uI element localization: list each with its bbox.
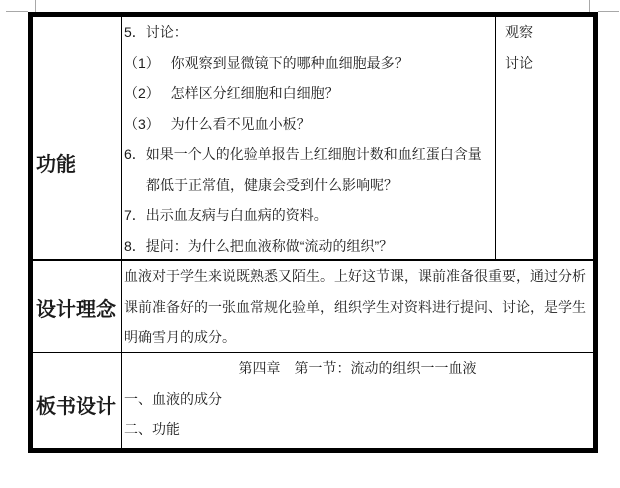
activity-line: （1） 你观察到显微镜下的哪种血细胞最多？ [124,54,409,71]
activity-line: 8．提问：为什么把血液称做“流动的组织”？ [124,237,394,254]
board-design-cell[interactable] [122,353,593,448]
design-concept-line: 血液对于学生来说既熟悉又陌生。上好这节课，课前准备很重要，通过分析 [124,268,586,284]
row-header-function[interactable] [33,17,122,259]
design-concept-cell[interactable] [122,261,593,352]
table-row-function [33,17,593,261]
row-header-design-concept[interactable] [33,261,122,352]
board-design-title-line: 第四章 第一节：流动的组织一一血液 [238,360,477,376]
board-design-line: 二、功能 [124,421,180,438]
activity-line: 5．讨论： [124,24,188,40]
gridline-mark-top-right-horizontal [598,11,619,12]
lesson-plan-table [28,12,598,453]
board-design-line: 一、血液的成分 [124,390,222,407]
gridline-mark-top-left-vertical [35,0,36,12]
gridline-mark-top-left-horizontal [6,11,28,12]
activity-line: （3） 为什么看不见血小板？ [124,115,311,132]
activity-line: 7．出示血友病与白血病的资料。 [124,207,328,223]
row-header-function-label: 功能 [36,154,76,176]
activity-line-continuation: 都低于正常值，健康会受到什么影响呢？ [146,176,398,193]
activity-line: 6．如果一个人的化验单报告上红细胞计数和血红蛋白含量 [124,146,482,162]
function-activities-cell[interactable] [122,17,496,259]
row-header-board-design[interactable] [33,353,122,448]
table-row-design-concept [33,261,593,353]
method-line: 观察 [505,24,533,40]
activity-line: （2） 怎样区分红细胞和白细胞？ [124,85,339,101]
gridline-mark-top-right-vertical [589,0,590,12]
method-line: 讨论 [505,54,533,71]
design-concept-line: 明确雪月的成分。 [124,329,236,346]
row-header-design-concept-label: 设计理念 [36,299,116,321]
row-header-board-design-label: 板书设计 [36,396,116,418]
function-methods-cell[interactable] [496,17,593,259]
table-row-board-design [33,353,593,448]
design-concept-line: 课前准备好的一张血常规化验单，组织学生对资料进行提问、讨论，是学生 [124,298,586,315]
